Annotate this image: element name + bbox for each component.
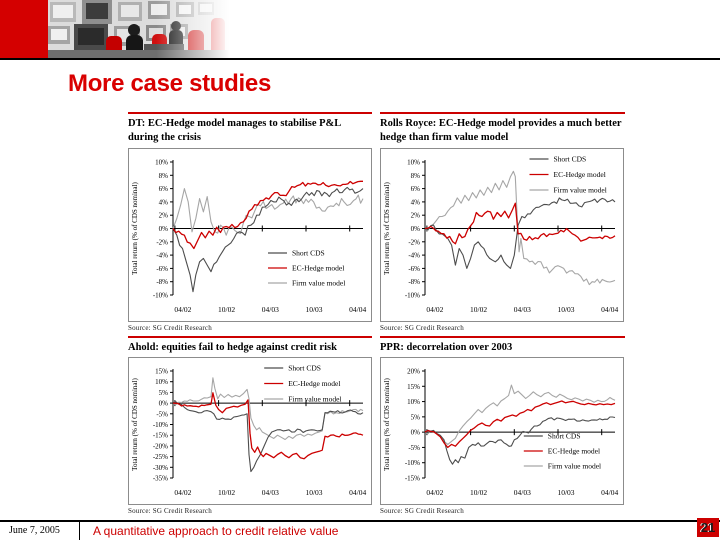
svg-text:-4%: -4% [156, 251, 168, 260]
svg-text:20%: 20% [407, 367, 420, 376]
footer-divider-line [0, 520, 720, 522]
svg-text:-15%: -15% [152, 431, 168, 440]
chart-title-dt: DT: EC-Hedge model manages to stabilise P&L during the crisis [128, 118, 341, 143]
svg-text:-20%: -20% [152, 442, 168, 451]
svg-text:04/02: 04/02 [426, 488, 444, 497]
page-number-badge: 21 [697, 518, 719, 537]
svg-text:5%: 5% [410, 413, 420, 422]
svg-text:10/02: 10/02 [470, 305, 488, 314]
svg-text:5%: 5% [158, 388, 168, 397]
svg-text:Firm value model: Firm value model [547, 461, 602, 471]
svg-text:4%: 4% [158, 198, 168, 207]
brand-red-block [0, 0, 48, 58]
svg-text:-5%: -5% [156, 410, 168, 419]
svg-text:10/02: 10/02 [218, 305, 236, 314]
svg-text:Firm value model: Firm value model [292, 278, 346, 288]
svg-text:04/02: 04/02 [174, 488, 192, 497]
svg-text:-5%: -5% [408, 443, 420, 452]
svg-text:8%: 8% [410, 171, 420, 180]
svg-text:Short CDS: Short CDS [547, 431, 581, 441]
svg-text:04/02: 04/02 [174, 305, 192, 314]
svg-text:-2%: -2% [156, 238, 168, 247]
svg-text:Total return (% of CDS nominal: Total return (% of CDS nominal) [383, 182, 391, 275]
section-divider [380, 112, 625, 114]
chart-title-ppr: PPR: decorrelation over 2003 [380, 342, 513, 353]
svg-text:-10%: -10% [152, 421, 168, 429]
svg-text:10/03: 10/03 [305, 305, 323, 314]
svg-text:-4%: -4% [408, 251, 420, 260]
svg-text:15%: 15% [407, 382, 420, 391]
chart-section-ppr [380, 336, 625, 516]
footer-vertical-divider [79, 522, 80, 540]
svg-text:Short CDS: Short CDS [292, 248, 325, 258]
chart-section-ahold [128, 336, 372, 516]
chart-canvas-rolls-royce [380, 148, 624, 322]
svg-text:-6%: -6% [408, 264, 420, 273]
svg-text:04/03: 04/03 [261, 305, 279, 314]
section-divider [380, 336, 625, 338]
chart-source-ppr: Source: SG Credit Research [380, 507, 464, 515]
svg-text:Total return (% of CDS nominal: Total return (% of CDS nominal) [383, 378, 391, 471]
chart-title-ahold: Ahold: equities fail to hedge against credit risk [128, 342, 337, 353]
banner-divider-line [0, 58, 720, 60]
svg-text:-10%: -10% [404, 291, 420, 300]
svg-text:10/03: 10/03 [557, 305, 575, 314]
chart-source-ahold: Source: SG Credit Research [128, 507, 212, 515]
svg-text:10%: 10% [407, 158, 420, 167]
svg-text:04/04: 04/04 [601, 488, 619, 497]
svg-text:04/03: 04/03 [513, 488, 531, 497]
svg-text:04/02: 04/02 [426, 305, 444, 314]
svg-text:04/04: 04/04 [349, 488, 367, 497]
svg-text:04/04: 04/04 [349, 305, 367, 314]
svg-text:0%: 0% [158, 225, 168, 233]
svg-text:10/02: 10/02 [470, 488, 488, 497]
svg-text:-6%: -6% [156, 264, 168, 273]
svg-text:10%: 10% [155, 158, 168, 167]
svg-text:EC-Hedge model: EC-Hedge model [553, 170, 606, 179]
svg-text:0%: 0% [410, 225, 420, 233]
svg-text:0%: 0% [410, 428, 420, 437]
svg-text:15%: 15% [155, 367, 168, 376]
svg-text:0%: 0% [158, 399, 168, 408]
svg-text:2%: 2% [158, 211, 168, 220]
svg-text:-2%: -2% [408, 238, 420, 247]
svg-text:Total return (% of CDS nominal: Total return (% of CDS nominal) [131, 182, 139, 275]
svg-text:10/02: 10/02 [218, 488, 236, 497]
svg-text:04/03: 04/03 [513, 305, 531, 314]
chart-section-rolls-royce [380, 112, 625, 333]
svg-text:Firm value model: Firm value model [288, 394, 342, 404]
chart-source-dt: Source: SG Credit Research [128, 324, 212, 332]
svg-text:10/03: 10/03 [557, 488, 575, 497]
chart-title-rolls-royce: Rolls Royce: EC-Hedge model provides a much better hedge than firm value model [380, 118, 622, 143]
svg-text:Short CDS: Short CDS [553, 154, 587, 164]
svg-text:-35%: -35% [152, 474, 168, 483]
svg-text:Total return (% of CDS nominal: Total return (% of CDS nominal) [131, 378, 139, 471]
chart-source-rolls-royce: Source: SG Credit Research [380, 324, 464, 332]
svg-text:Short CDS: Short CDS [288, 363, 321, 373]
svg-text:-10%: -10% [404, 459, 420, 468]
svg-text:-30%: -30% [152, 463, 168, 472]
svg-text:2%: 2% [410, 211, 420, 220]
svg-text:10%: 10% [155, 378, 168, 387]
chart-canvas-ahold [128, 357, 372, 505]
header-banner [0, 0, 720, 58]
svg-text:10%: 10% [407, 398, 420, 407]
svg-text:6%: 6% [410, 185, 420, 194]
svg-text:EC-Hedge model: EC-Hedge model [292, 263, 345, 273]
svg-text:4%: 4% [410, 198, 420, 207]
svg-text:Firm value model: Firm value model [553, 185, 607, 195]
chart-canvas-ppr [380, 357, 624, 505]
svg-text:-15%: -15% [404, 474, 420, 483]
svg-text:6%: 6% [158, 185, 168, 194]
svg-text:EC-Hedge model: EC-Hedge model [547, 446, 601, 456]
svg-text:04/04: 04/04 [601, 305, 619, 314]
section-divider [128, 336, 372, 338]
trading-floor-photo [48, 0, 230, 58]
svg-text:10/03: 10/03 [305, 488, 323, 497]
svg-text:-8%: -8% [408, 278, 420, 287]
svg-text:8%: 8% [158, 171, 168, 180]
svg-text:04/03: 04/03 [261, 488, 279, 497]
section-divider [128, 112, 372, 114]
svg-text:-25%: -25% [152, 453, 168, 462]
svg-text:-10%: -10% [152, 291, 168, 300]
chart-section-dt [128, 112, 372, 333]
svg-text:EC-Hedge model: EC-Hedge model [288, 379, 341, 388]
page-title: More case studies [68, 70, 271, 97]
footer-presentation-title: A quantitative approach to credit relative value [93, 524, 339, 538]
svg-text:-8%: -8% [156, 278, 168, 287]
chart-canvas-dt [128, 148, 372, 322]
footer-date: June 7, 2005 [9, 525, 60, 536]
